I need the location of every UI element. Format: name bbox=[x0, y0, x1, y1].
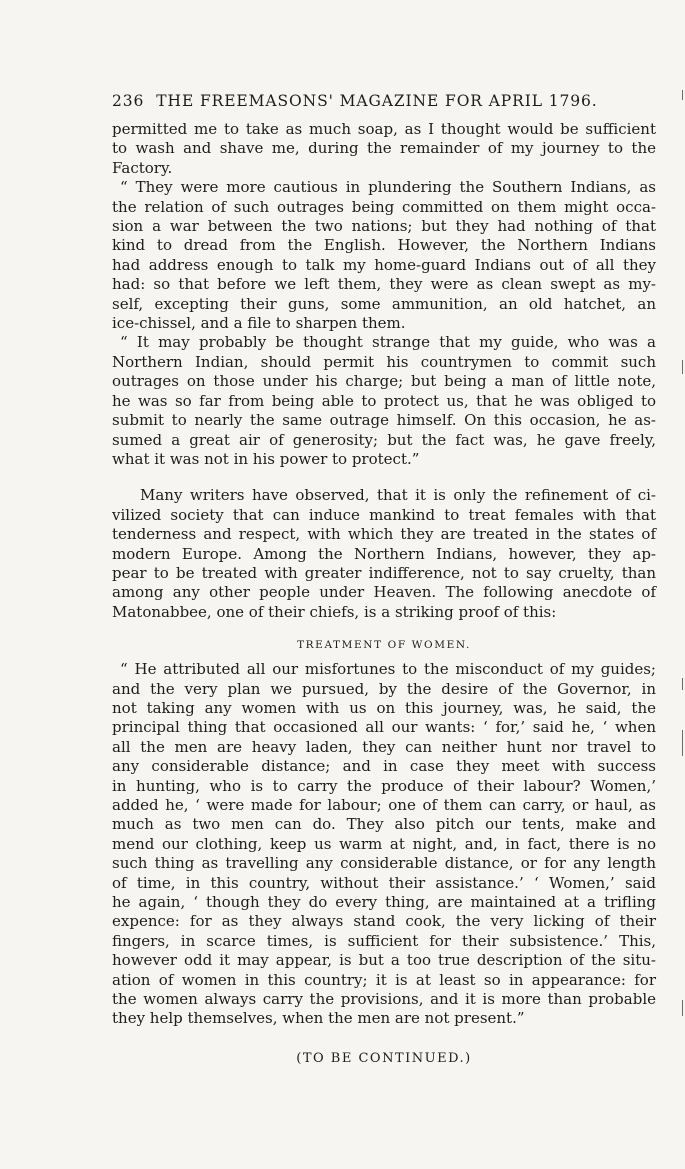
page-edge-rule bbox=[682, 90, 683, 100]
text-line: sion a war between the two nations; but they had nothing of that bbox=[112, 217, 656, 236]
text-line: self, excepting their guns, some ammunition, an old hatchet, an bbox=[112, 294, 656, 313]
page-edge-rule bbox=[682, 360, 683, 374]
text-line: among any other people under Heaven. The following anecdote of bbox=[112, 583, 656, 602]
text-line: Northern Indian, should permit his countrymen to commit such bbox=[112, 352, 656, 371]
text-line: added he, ‘ were made for labour; one of them can carry, or haul, as bbox=[112, 796, 656, 814]
text-line: Many writers have observed, that it is only the refinement of ci- bbox=[140, 486, 656, 505]
text-line: Factory. bbox=[112, 158, 173, 177]
running-head bbox=[112, 92, 656, 110]
magazine-title: THE FREEMASONS' MAGAZINE FOR APRIL 1796. bbox=[156, 92, 598, 110]
text-line: he again, ‘ though they do every thing, are maintained at a trifling bbox=[112, 893, 656, 912]
text-line: submit to nearly the same outrage himself. On this occasion, he as- bbox=[112, 411, 656, 430]
text-line: however odd it may appear, is but a too true description of the situ- bbox=[112, 951, 656, 970]
text-line: “ They were more cautious in plundering the Southern Indians, as bbox=[120, 178, 656, 197]
text-line: what it was not in his power to protect.” bbox=[112, 449, 420, 468]
paragraph-block-2 bbox=[112, 486, 656, 622]
section-heading: TREATMENT OF WOMEN. bbox=[297, 639, 471, 652]
magazine-page bbox=[112, 92, 656, 1066]
text-line: all the men are heavy laden, they can neither hunt nor travel to bbox=[112, 737, 656, 756]
text-line: had address enough to talk my home-guard Indians out of all they bbox=[112, 255, 656, 274]
text-line: ice-chissel, and a file to sharpen them. bbox=[112, 314, 406, 333]
text-line: expence: for as they always stand cook, the very licking of their bbox=[112, 912, 656, 931]
text-line: kind to dread from the English. However, the Northern Indians bbox=[112, 236, 656, 255]
text-line: the women always carry the provisions, and it is more than probable bbox=[112, 990, 656, 1009]
text-line: modern Europe. Among the Northern Indians, however, they ap- bbox=[112, 544, 656, 563]
text-line: much as two men can do. They also pitch our tents, make and bbox=[112, 815, 656, 834]
text-line: the relation of such outrages being committed on them might occa- bbox=[112, 197, 656, 216]
to-be-continued: (TO BE CONTINUED.) bbox=[296, 1050, 472, 1066]
text-line: “ He attributed all our misfortunes to the misconduct of my guides; bbox=[120, 660, 656, 679]
text-line: he was so far from being able to protect us, that he was obliged to bbox=[112, 391, 656, 410]
text-line: had: so that before we left them, they were as clean swept as my- bbox=[112, 275, 656, 294]
text-line: permitted me to take as much soap, as I thought would be sufficient bbox=[112, 120, 656, 138]
text-line: “ It may probably be thought strange that my guide, who was a bbox=[120, 333, 656, 352]
text-line: mend our clothing, keep us warm at night, and, in fact, there is no bbox=[112, 834, 656, 853]
text-line: principal thing that occasioned all our wants: ‘ for,’ said he, ‘ when bbox=[112, 718, 656, 737]
page-edge-rule bbox=[682, 730, 683, 756]
text-line: outrages on those under his charge; but being a man of little note, bbox=[112, 372, 656, 391]
text-line: any considerable distance; and in case they meet with success bbox=[112, 757, 656, 776]
text-line: of time, in this country, without their assistance.’ ‘ Women,’ said bbox=[112, 873, 656, 892]
text-line: such thing as travelling any considerable distance, or for any length bbox=[112, 854, 656, 873]
text-line: not taking any women with us on this journey, was, he said, the bbox=[112, 698, 656, 717]
text-line: to wash and shave me, during the remainder of my journey to the bbox=[112, 139, 656, 158]
text-line: and the very plan we pursued, by the desire of the Governor, in bbox=[112, 679, 656, 698]
page-number: 236 bbox=[112, 92, 145, 110]
text-line: in hunting, who is to carry the produce of their labour? Women,’ bbox=[112, 776, 656, 795]
text-line: pear to be treated with greater indifference, not to say cruelty, than bbox=[112, 563, 656, 582]
text-line: fingers, in scarce times, is sufficient for their subsistence.’ This, bbox=[112, 931, 656, 950]
page-edge-rule bbox=[682, 678, 683, 690]
paragraph-block-1 bbox=[112, 120, 656, 469]
text-line: they help themselves, when the men are not present.” bbox=[112, 1009, 525, 1028]
text-line: Matonabbee, one of their chiefs, is a striking proof of this: bbox=[112, 602, 557, 621]
text-line: ation of women in this country; it is at least so in appearance: for bbox=[112, 970, 656, 989]
text-line: vilized society that can induce mankind to treat females with that bbox=[112, 505, 656, 524]
paragraph-block-3 bbox=[112, 660, 656, 1029]
text-line: tenderness and respect, with which they are treated in the states of bbox=[112, 525, 656, 544]
page-edge-rule bbox=[682, 1000, 683, 1016]
text-line: sumed a great air of generosity; but the fact was, he gave freely, bbox=[112, 430, 656, 449]
